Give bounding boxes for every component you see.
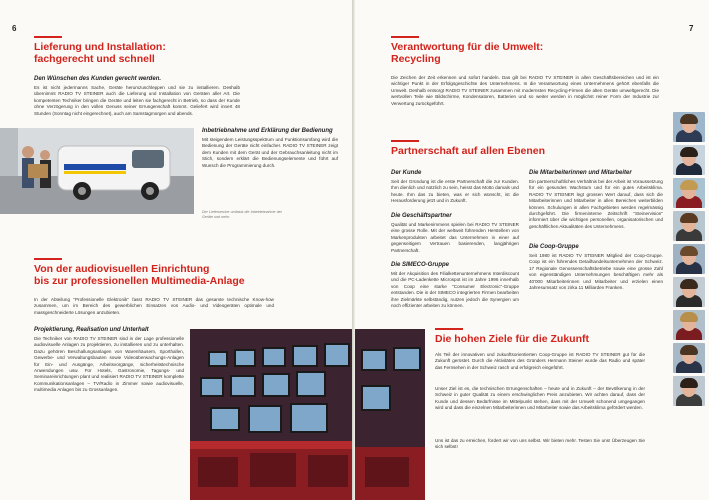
delivery-title-line1: Lieferung und Installation:: [34, 41, 166, 53]
page-number-left: 6: [12, 24, 17, 33]
recycling-title-line2: Recycling: [391, 53, 441, 65]
customer-wishes-heading: Den Wünschen des Kunden gerecht werden.: [34, 76, 162, 82]
coop-heading: Die Coop-Gruppe: [529, 244, 579, 250]
planning-text: Die Techniker von RADIO TV STEINER sind in der Lage professionelle audiovisuelle Anlagen zu projektieren, zu installieren und zu unterhalten. Dazu gehören Beschallungsanlagen von Warenhäusern, Sporthallen, Gewerbe- und Verwaltungsbauten sowie Videoüberwachungs-Anlagen für Ein- und Ausgänge, Arbeitsvorgänge, sicherheitstechnische Anwendungen usw. Für Hotels, Gastronomie, Tagungs- und Seminareinrichtungen plant und realisiert RADIO TV STEINER komplette Kommunikationsanlagen – TV/Radio in Zimmer sowie audiovisuelle, multimedia Anlagen bis zu Grossanlagen.: [34, 336, 184, 393]
staff-portrait: [673, 211, 705, 241]
multimedia-title-line2: bis zur professionellen Multimedia-Anlage: [34, 275, 245, 287]
title2-accent-rule: [34, 258, 62, 260]
customer-heading: Der Kunde: [391, 170, 422, 176]
professional-electronics-text: In der Abteilung "Professionelle Elektronik" fasst RADIO TV STEINER das gesamte technische Know-how zusammen, um im Bereich des gewerblichen Einsatzes von Audio- und Videogeräten optimale und massgeschneiderte Lösungen anzubieten.: [34, 297, 274, 315]
goals-accent-rule: [435, 328, 463, 330]
employees-text: Ein partnerschaftliches Verhältnis bei der Arbeit ist Voraussetzung für ein gesundes Wachstum und für ein gutes Arbeitsklima. RADIO TV STEINER legt grossen Wert darauf, dass sich die Mitarbeiterinnen und Mitarbeiter in allen Bereichen weiterbilden können. Schulungen in allen Fachgebieten werden regelmässig durchgeführt. Die firmeninterne Zeitschrift "Steinervision" informiert über die wichtigen personellen, organisatorischen und geschäftlichen Aktualitäten des Unternehmens.: [529, 179, 663, 229]
customer-wishes-text: Es ist nicht jedermanns Sache, Geräte herumzuschleppen und sie zu installieren. Deshalb übernimmt RADIO TV STEINER auch die Lieferung und Installation von Geräten aller Art. Die kompetenten Techniker bringen die Geräte und leiten sie fachgerecht in Betrieb, so dass der Kunde ohne Verzögerung in den vollen Genuss seiner Errungenschaft kommt. Geliefert wird innert 48 Stunden (Sonntag nicht eingerechnet), auch am Samstagmorgen und abends.: [34, 85, 240, 116]
recycling-title-line1: Verantwortung für die Umwelt:: [391, 41, 544, 53]
recycling-text: Die Zeichen der Zeit erkennen und sofort handeln. Das gilt bei RADIO TV STEINER in allen Geschäftsbereichen und ist ein wichtiger Punkt in der Erfolgsgeschichte des Unternehmens. In die Verantwortung eines Unternehmens gehört ebenfalls die Umwelt. Deshalb entsorgt RADIO TV STEINER zusammen mit modernsten Recycling-Firmen die alten Geräte umweltgerecht. Die wertvollen Teile wie Bildschirme, Kondensatoren, Batterien und so weiter werden in möglichst reiner Form der Industrie zur Verwertung zurückgeführt.: [391, 75, 659, 106]
page-number-right: 7: [689, 24, 694, 33]
staff-portrait: [673, 343, 705, 373]
goals-title: Die hohen Ziele für die Zukunft: [435, 333, 590, 345]
staff-portrait: [673, 145, 705, 175]
business-partners-text: Qualität und Markenimmens spielen bei RADIO TV STEINER eine grosse Rolle. Mit der weltweit führenden Herstellern von Markenprodukten arbeitet das Unternehmen in einer auf gegenseitigem Vertrauen basierenden, langjährigen Partnerschaft.: [391, 222, 519, 253]
showroom-photo-right: [355, 329, 425, 500]
simeco-heading: Die SIMECO-Gruppe: [391, 262, 450, 268]
operation-heading: Inbetriebnahme und Erklärung der Bedienung: [202, 128, 333, 134]
delivery-title-line2: fachgerecht und schnell: [34, 53, 155, 65]
staff-portrait: [673, 277, 705, 307]
goals-text-2: Unser Ziel ist es, die technischen Errungenschaften – heute und in Zukunft – der Bevölkerung in der Schweiz in guter Qualität zu einem erschwinglichen Preis anzubieten. Wir achten darauf, dass der Kunde und dessen Bedürfnisse im Mittelpunkt stehen, dass mit der Umwelt schonend umgegangen wird und dass die einzelnen Mitarbeiterinnen und Mitarbeiter sowie das Arbeitsklima gefördert werden.: [435, 386, 645, 411]
planning-heading: Projektierung, Realisation und Unterhalt: [34, 327, 149, 333]
staff-portrait: [673, 244, 705, 274]
partner-accent-rule: [391, 140, 419, 142]
title-accent-rule: [34, 36, 62, 38]
coop-text: Seit 1980 ist RADIO TV STEINER Mitglied der Coop-Gruppe. Coop ist ein führendes Detailhandelsunternehmen der Schweiz. 17 Regionale Genossenschaftsbetriebe sowie eine grosse Zahl von eigenständigen Unternehmungen beschäftigen mehr als 40'000 Mitarbeiterinnen und Mitarbeiter und erzielen einen Jahresumsatz von zirka 11 Milliarden Franken.: [529, 253, 663, 291]
employees-heading: Die Mitarbeiterinnen und Mitarbeiter: [529, 170, 632, 176]
recycling-accent-rule: [391, 36, 419, 38]
staff-portrait: [673, 310, 705, 340]
showroom-photo-left: [190, 329, 352, 500]
business-partners-heading: Die Geschäftspartner: [391, 213, 452, 219]
customer-text: Seit der Gründung ist die erste Partnerschaft die zur Kunden. Ihm dienlich und nützlich zu sein, heisst das Motto damals und heute. Ihm das zu bieten, was er sich wünscht, ist die Herausforderung jetzt und in Zukunft.: [391, 179, 519, 204]
staff-portrait: [673, 112, 705, 142]
shop-floor-illustration: [355, 329, 425, 500]
goals-text-1: Als Teil der innovativen und zukunftsorientierten Coop-Gruppe ist RADIO TV STEINER gut für die Zukunft gerüstet. Durch die Aktivitäten des Gründers Hermann Steiner wurde das Radio und später das Fernsehen in der Schweiz rasch und erfolgreich eingeführt.: [435, 352, 645, 370]
goals-text-3: Uns ist das zu erreichen, fordert wir von uns selbst. Wir bieten mehr. Testen Sie uns! Überzeugen Sie sich selbst!: [435, 438, 645, 450]
left-page: [0, 0, 352, 500]
operation-text: Mit steigendem Leistungsspektrum und Funktionsumfang wird die Bedienung der Geräte nicht einfacher. RADIO TV STEINER zeigt dem Kunden mit dem Gerät und der Gebrauchsanleitung nicht im Stich, sondern erklärt die Bedienungselemente und führt auf Wunsch die Programmierung durch.: [202, 137, 338, 168]
multimedia-title-line1: Von der audiovisuellen Einrichtung: [34, 263, 210, 275]
delivery-van-illustration: [0, 128, 194, 214]
delivery-van-photo: [0, 128, 194, 214]
staff-portrait: [673, 178, 705, 208]
staff-portrait: [673, 376, 705, 406]
simeco-text: Mit der Akquisition des Filialkettenunternehmens Interdiscount und die PC-Ladenkette Microspot ist im Jahre 1996 innerhalb von Coop eine starke "Consumer Electronic"-Gruppe entstanden. Die in der SIMECO integrierten Firmen bearbeiten ihre Zielmärkte selbständig, nutzen jedoch die Synergien um noch effizienter arbeiten zu können.: [391, 271, 519, 309]
partnership-title: Partnerschaft auf allen Ebenen: [391, 145, 546, 157]
van-photo-caption: Der Lieferservice umfasst die Inbetriebnahme der Geräte und mehr.: [202, 210, 282, 219]
tv-wall-illustration: [190, 329, 352, 500]
right-page: [355, 0, 709, 500]
